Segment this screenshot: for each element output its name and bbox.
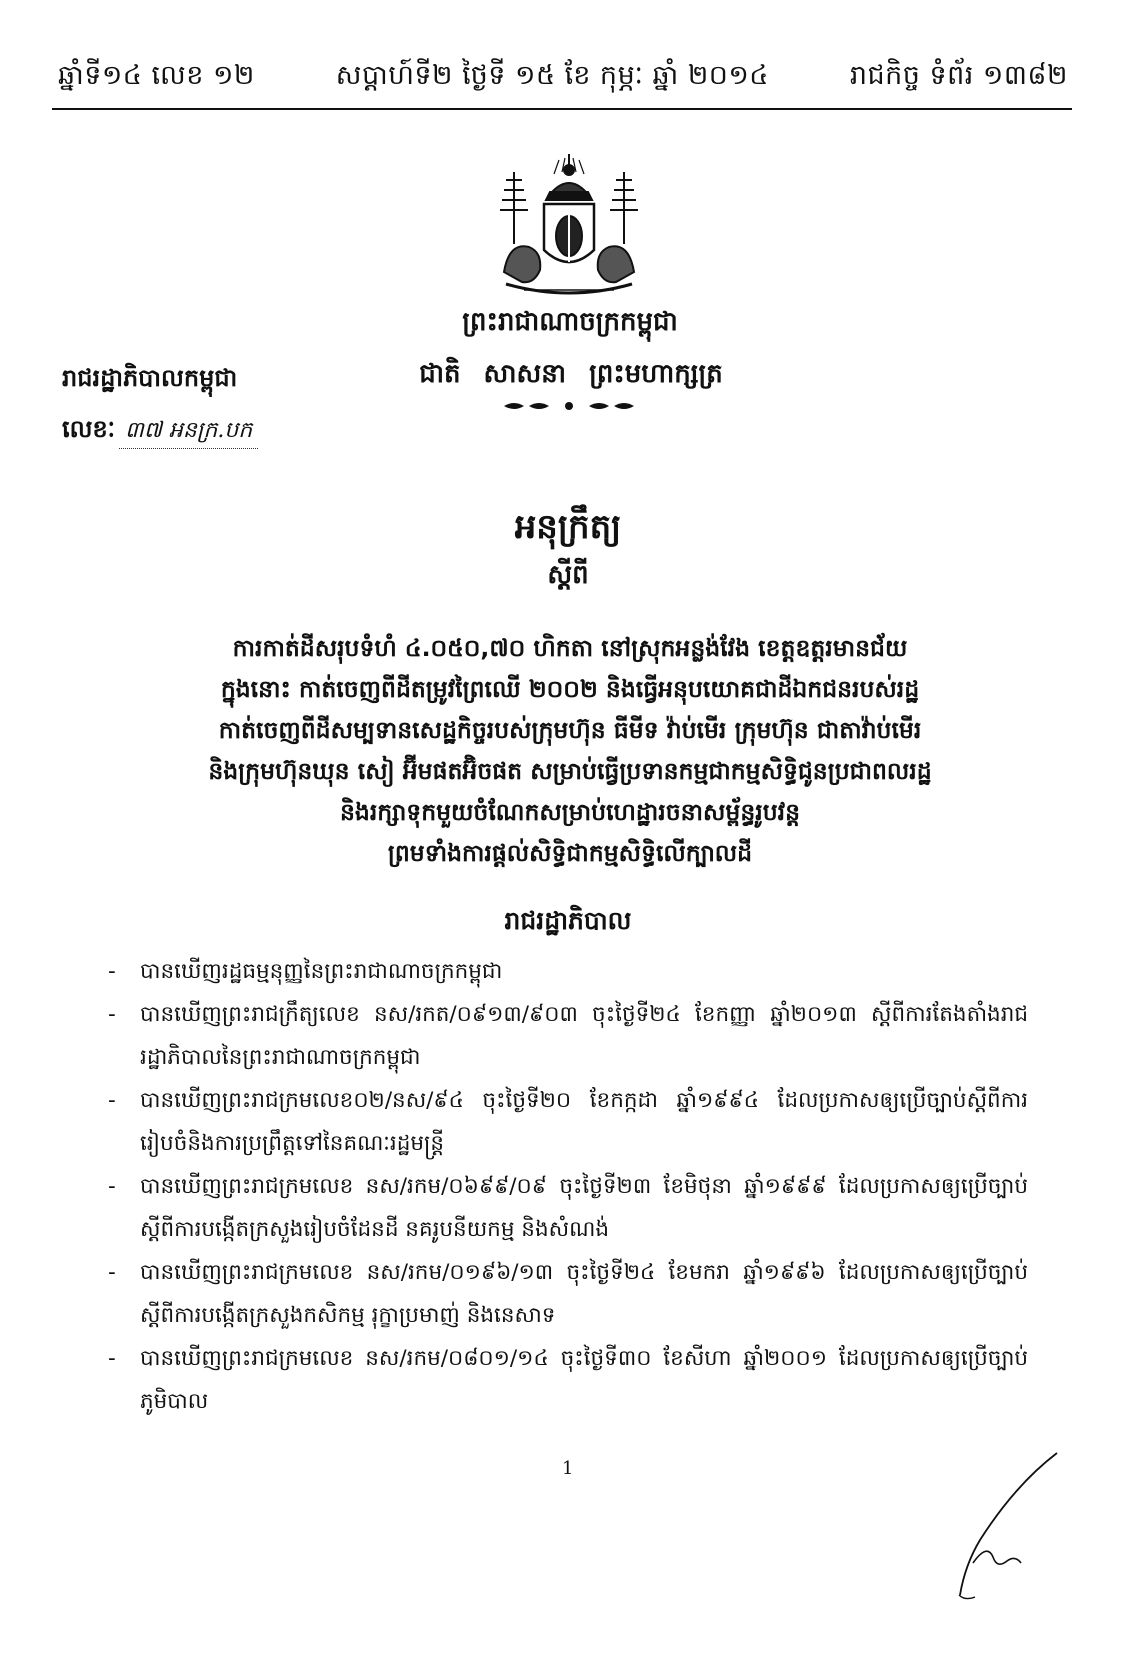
title-line: ព្រមទាំងការផ្តល់សិទ្ធិជាកម្មសិទ្ធិលើក្បាលដី	[387, 839, 753, 867]
document-title	[110, 628, 1030, 874]
preamble-item: - បានឃើញរដ្ឋធម្មនុញ្ញនៃព្រះរាជាណាចក្រកម្ពុជា	[108, 950, 1028, 993]
decree-number-value: ៣៧ អនក្រ.បក	[119, 416, 258, 449]
government-name: រាជរដ្ឋាភិបាលកម្ពុជា	[62, 364, 238, 392]
kingdom-name: ព្រះរាជាណាចក្រកម្ពុជា	[462, 307, 678, 337]
decree-number-label: លេខៈ	[62, 415, 116, 443]
preamble-list	[108, 950, 1028, 1423]
preamble-item: - បានឃើញព្រះរាជក្រមលេខ នស/រកម/០១៩៦/១៣ ចុះថ្ងៃទី២៤ ខែមករា ឆ្នាំ១៩៩៦ ដែលប្រកាសឲ្យប្រើច្បាប់ ស្តីពីការបង្កើតក្រសួងកសិកម្ម រុក្ខាប្រមាញ់ និងនេសាទ	[108, 1251, 1028, 1337]
decree-number	[62, 414, 258, 449]
preamble-item: - បានឃើញព្រះរាជក្រមលេខ នស/រកម/០៦៩៩/០៩ ចុះថ្ងៃទី២៣ ខែមិថុនា ឆ្នាំ១៩៩៩ ដែលប្រកាសឲ្យប្រើច្បាប់ស្តីពីការបង្កើតក្រសួងរៀបចំដែនដី នគរូបនីយកម្ម និងសំណង់	[108, 1165, 1028, 1251]
ornament-divider-icon	[494, 400, 644, 412]
gazette-header	[58, 58, 1068, 98]
document-type: អនុក្រឹត្យ	[514, 507, 622, 547]
royal-coat-of-arms-icon	[484, 152, 654, 302]
title-line: ក្នុងនោះ កាត់ចេញពីដីតម្រូវព្រៃឈើ ២០០២ និងធ្វើអនុបយោគជាដីឯកជនរបស់រដ្ឋ	[220, 675, 920, 703]
header-year-issue: ឆ្នាំទី១៤ លេខ ១២	[58, 59, 255, 91]
issuer-heading: រាជរដ្ឋាភិបាល	[504, 906, 632, 935]
title-line: កាត់ចេញពីដីសម្បទានសេដ្ឋកិច្ចរបស់ក្រុមហ៊ុន ធីមីទ វ៉ាប់មើរ ក្រុមហ៊ុន ជាតាវ៉ាប់មើរ	[218, 716, 922, 744]
header-divider	[52, 108, 1072, 110]
title-line: និងរក្សាទុកមួយចំណែកសម្រាប់ហេដ្ឋារចនាសម្ព័ន្ធរូបវន្ត	[339, 798, 801, 826]
signature-icon	[935, 1445, 1065, 1605]
title-line: និងក្រុមហ៊ុនឃុន សៀ អ៊ីមផតអ៊ិចផត សម្រាប់ធ្វើប្រទានកម្មជាកម្មសិទ្ធិជូនប្រជាពលរដ្ឋ	[208, 757, 932, 785]
preamble-item: - បានឃើញព្រះរាជក្រឹត្យលេខ នស/រកត/០៩១៣/៩០៣ ចុះថ្ងៃទី២៤ ខែកញ្ញា ឆ្នាំ២០១៣ ស្តីពីការតែងតាំងរាជរដ្ឋាភិបាលនៃព្រះរាជាណាចក្រកម្ពុជា	[108, 993, 1028, 1079]
header-date: សប្តាហ៍ទី២ ថ្ងៃទី ១៥ ខែ កុម្ភៈ ឆ្នាំ ២០១៤	[335, 59, 769, 91]
national-motto: ជាតិ សាសនា ព្រះមហាក្សត្រ	[419, 359, 723, 389]
title-line: ការកាត់ដីសរុបទំហំ ៤.០៥០,៧០ ហិកតា នៅស្រុកអន្លង់វែង ខេត្តឧត្តរមានជ័យ	[232, 634, 908, 662]
header-gazette-page: រាជកិច្ច ទំព័រ ១៣៨២	[849, 59, 1068, 91]
preamble-item: - បានឃើញព្រះរាជក្រមលេខ នស/រកម/០៨០១/១៤ ចុះថ្ងៃទី៣០ ខែសីហា ឆ្នាំ២០០១ ដែលប្រកាសឲ្យប្រើច្បាប់ភូមិបាល	[108, 1337, 1028, 1423]
document-about: ស្តីពី	[547, 560, 589, 590]
preamble-item: - បានឃើញព្រះរាជក្រមលេខ០២/នស/៩៤ ចុះថ្ងៃទី២០ ខែកក្កដា ឆ្នាំ១៩៩៤ ដែលប្រកាសឲ្យប្រើច្បាប់ស្តីពីការរៀបចំនិងការប្រព្រឹត្តទៅនៃគណៈរដ្ឋមន្ត្រី	[108, 1079, 1028, 1165]
page-number: 1	[562, 1458, 574, 1479]
